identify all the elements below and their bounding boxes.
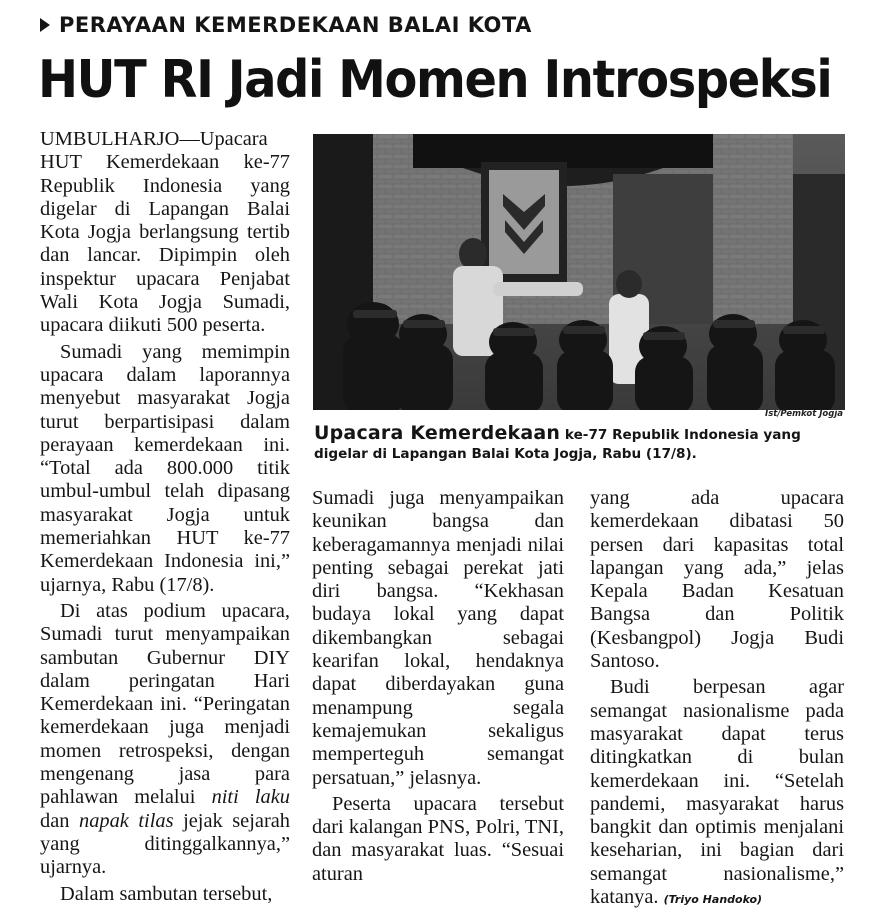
paragraph: Peserta upacara tersebut dari kalangan PNS, Polri, TNI, dan masyarakat luas. “Sesuai aturan	[312, 792, 564, 885]
headline: HUT RI Jadi Momen Introspeksi	[38, 50, 832, 110]
paragraph: Budi berpesan agar semangat nasionalisme pada masyarakat dapat terus ditingkatkan di bulan kemerdekaan ini. “Setelah pandemi, masyarakat harus bangkit dan optimis menjalani keseharian, ini bagian dari semangat nasionalisme,” katanya. (Triyo Handoko)	[590, 676, 844, 909]
kicker-label: PERAYAAN KEMERDEKAAN BALAI KOTA	[59, 13, 532, 37]
section-kicker	[40, 13, 532, 37]
byline: (Triyo Handoko)	[663, 893, 763, 907]
paragraph: Dalam sambutan tersebut,	[60, 882, 273, 905]
paragraph: UMBULHARJO—Upacara HUT Kemerdekaan ke-77 Republik Indonesia yang digelar di Lapangan Balai Kota Jogja berlangsung tertib dan lancar. Dipimpin oleh inspektur upacara Penjabat Wali Kota Jogja Sumadi, upacara diikuti 500 peserta.	[40, 128, 290, 337]
photo-credit: Ist/Pemkot Jogja	[765, 409, 843, 419]
paragraph: yang ada upacara kemerdekaan dibatasi 50 persen dari kapasitas total lapangan yang ada,” jelas Kepala Badan Kesatuan Bangsa dan Politik (Kesbangpol) Jogja Budi Santoso.	[590, 487, 844, 673]
caption-text: ke-77 Republik Indonesia yang digelar di Lapangan Balai Kota Jogja, Rabu (17/8).	[314, 427, 801, 462]
photo-caption	[314, 424, 846, 464]
caption-lead: Upacara Kemerdekaan	[314, 422, 561, 444]
paragraph: Sumadi juga menyampaikan keunikan bangsa dan keberagamannya menjadi nilai penting sebagai perekat jati diri bangsa. “Kekhasan budaya lokal yang dapat dikembangkan sebagai kearifan lokal, hendaknya dapat diberdayakan guna menampung segala kemajemukan sekaligus memperteguh semangat persatuan,” jelasnya.	[312, 487, 564, 789]
paragraph: Sumadi yang memimpin upacara dalam laporannya menyebut masyarakat Jogja turut berpartisipasi dalam perayaan kemerdekaan ini. “Total ada 800.000 titik umbul-umbul telah dipasang masyarakat Jogja untuk memeriahkan HUT ke-77 Kemerdekaan Indonesia ini,” ujarnya, Rabu (17/8).	[40, 340, 290, 596]
ceremony-photo	[313, 134, 845, 410]
article-column-1	[40, 128, 290, 906]
article-column-3	[590, 487, 844, 911]
article-column-2	[312, 487, 564, 886]
ceremony-photo-image	[313, 134, 845, 410]
triangle-bullet-icon	[40, 18, 50, 32]
paragraph: Di atas podium upacara, Sumadi turut menyampaikan sambutan Gubernur DIY dalam peringatan Hari Kemerdekaan ini. “Peringatan kemerdekaan juga menjadi momen retrospeksi, dengan mengenang jasa para pahlawan melalui niti laku dan napak tilas jejak sejarah yang ditinggalkannya,” ujarnya.	[40, 599, 290, 879]
